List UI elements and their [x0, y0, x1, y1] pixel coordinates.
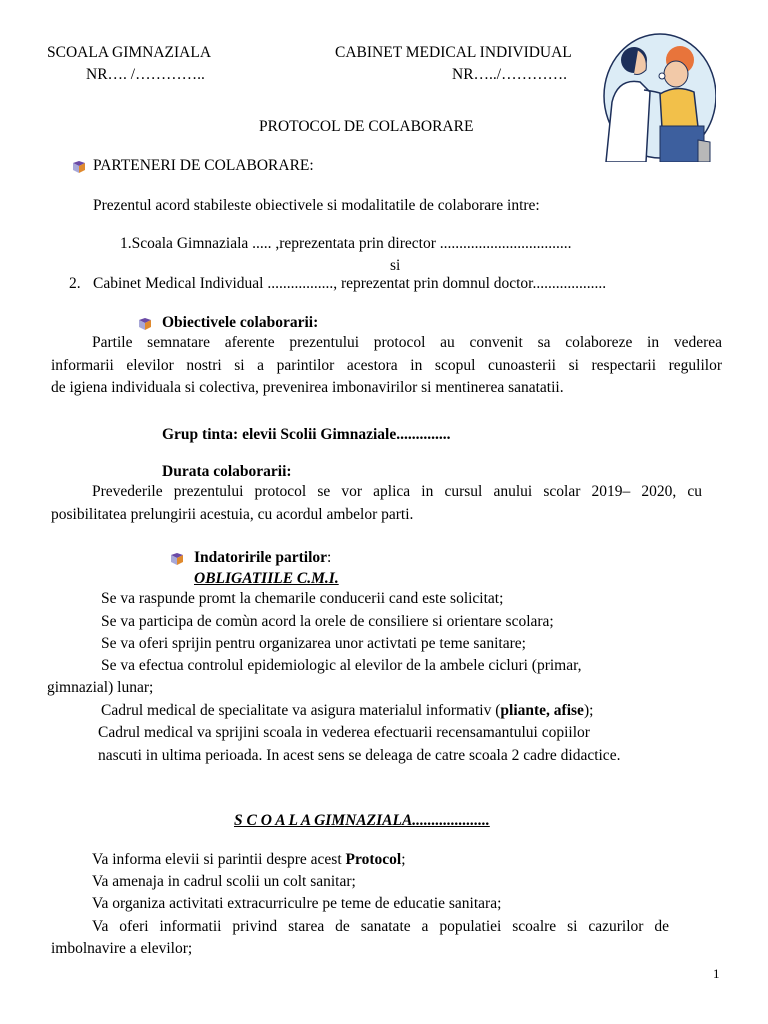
cmi-item-3: Se va oferi sprijin pentru organizarea unor activtati pe teme sanitare;	[101, 635, 526, 652]
partners-heading: PARTENERI DE COLABORARE:	[93, 157, 314, 174]
objectives-line-3: de igiena individuala si colectiva, prevenirea imbonavirilor si mentinerea sanatatii.	[51, 379, 564, 396]
duration-heading: Durata colaborarii:	[162, 463, 292, 480]
school-item-1: Va informa elevii si parintii despre acest Protocol;	[92, 851, 406, 868]
school-header-number: NR…. /…………..	[86, 66, 205, 83]
duration-line-2: posibilitatea prelungirii acestuia, cu acordul ambelor parti.	[51, 506, 414, 523]
partners-si: si	[390, 257, 401, 274]
duration-line-1: Prevederile prezentului protocol se vor aplica in cursul anului scolar 2019– 2020, cu	[92, 483, 702, 500]
target-group: Grup tinta: elevii Scolii Gimnaziale..............	[162, 426, 451, 443]
bullet-icon	[72, 161, 86, 173]
cabinet-header-number: NR…../………….	[452, 66, 567, 83]
cmi-item-5: Cadrul medical de specialitate va asigura materialul informativ (pliante, afise);	[101, 702, 594, 719]
school-header-title: SCOALA GIMNAZIALA	[47, 44, 212, 61]
objectives-line-1: Partile semnatare aferente prezentului protocol au convenit sa colaboreze in vederea	[92, 334, 722, 351]
cmi-item-1: Se va raspunde promt la chemarile conducerii cand este solicitat;	[101, 590, 504, 607]
partners-intro: Prezentul acord stabileste obiectivele si modalitatile de colaborare intre:	[93, 197, 540, 214]
school-obligations-heading: S C O A L A GIMNAZIALA....................	[234, 812, 490, 829]
cabinet-header-title: CABINET MEDICAL INDIVIDUAL	[335, 44, 572, 61]
cmi-item-4-cont: gimnazial) lunar;	[47, 679, 154, 696]
partner-cabinet-number: 2.	[69, 275, 81, 292]
cmi-obligations-heading: OBLIGATIILE C.M.I.	[194, 570, 339, 587]
partner-cabinet: Cabinet Medical Individual ................., reprezentat prin domnul doctor...................	[93, 275, 607, 292]
cmi-item-6-line-1: Cadrul medical va sprijini scoala in vederea efectuarii recensamantului copiilor	[98, 724, 590, 741]
objectives-heading: Obiectivele colaborarii:	[162, 314, 319, 331]
school-item-2: Va amenaja in cadrul scolii un colt sanitar;	[92, 873, 356, 890]
page-number: 1	[713, 966, 720, 981]
document-title: PROTOCOL DE COLABORARE	[259, 118, 474, 135]
school-item-3: Va organiza activitati extracurriculre pe teme de educatie sanitara;	[92, 895, 502, 912]
objectives-line-2: informarii elevilor nostri si a parintilor acestora in scopul cunoasterii si respectarii regulilor	[51, 357, 722, 374]
school-item-4-line-2: imbolnavire a elevilor;	[51, 940, 193, 957]
doctor-illustration	[598, 30, 716, 162]
cmi-item-2: Se va participa de comùn acord la orele de consiliere si orientare scolara;	[101, 613, 554, 630]
school-item-4-line-1: Va oferi informatii privind starea de sanatate a populatiei scoalre si cazurilor de	[92, 918, 669, 935]
bullet-icon	[138, 318, 152, 330]
cmi-item-4: Se va efectua controlul epidemiologic al elevilor de la ambele cicluri (primar,	[101, 657, 582, 674]
duties-heading: Indatoririle partilor:	[194, 549, 332, 566]
bullet-icon	[170, 553, 184, 565]
cmi-item-6-line-2: nascuti in ultima perioada. In acest sens se deleaga de catre scoala 2 cadre didactice.	[98, 747, 621, 764]
partner-school: 1.Scoala Gimnaziala ..... ,reprezentata prin director ..................................	[120, 235, 572, 252]
